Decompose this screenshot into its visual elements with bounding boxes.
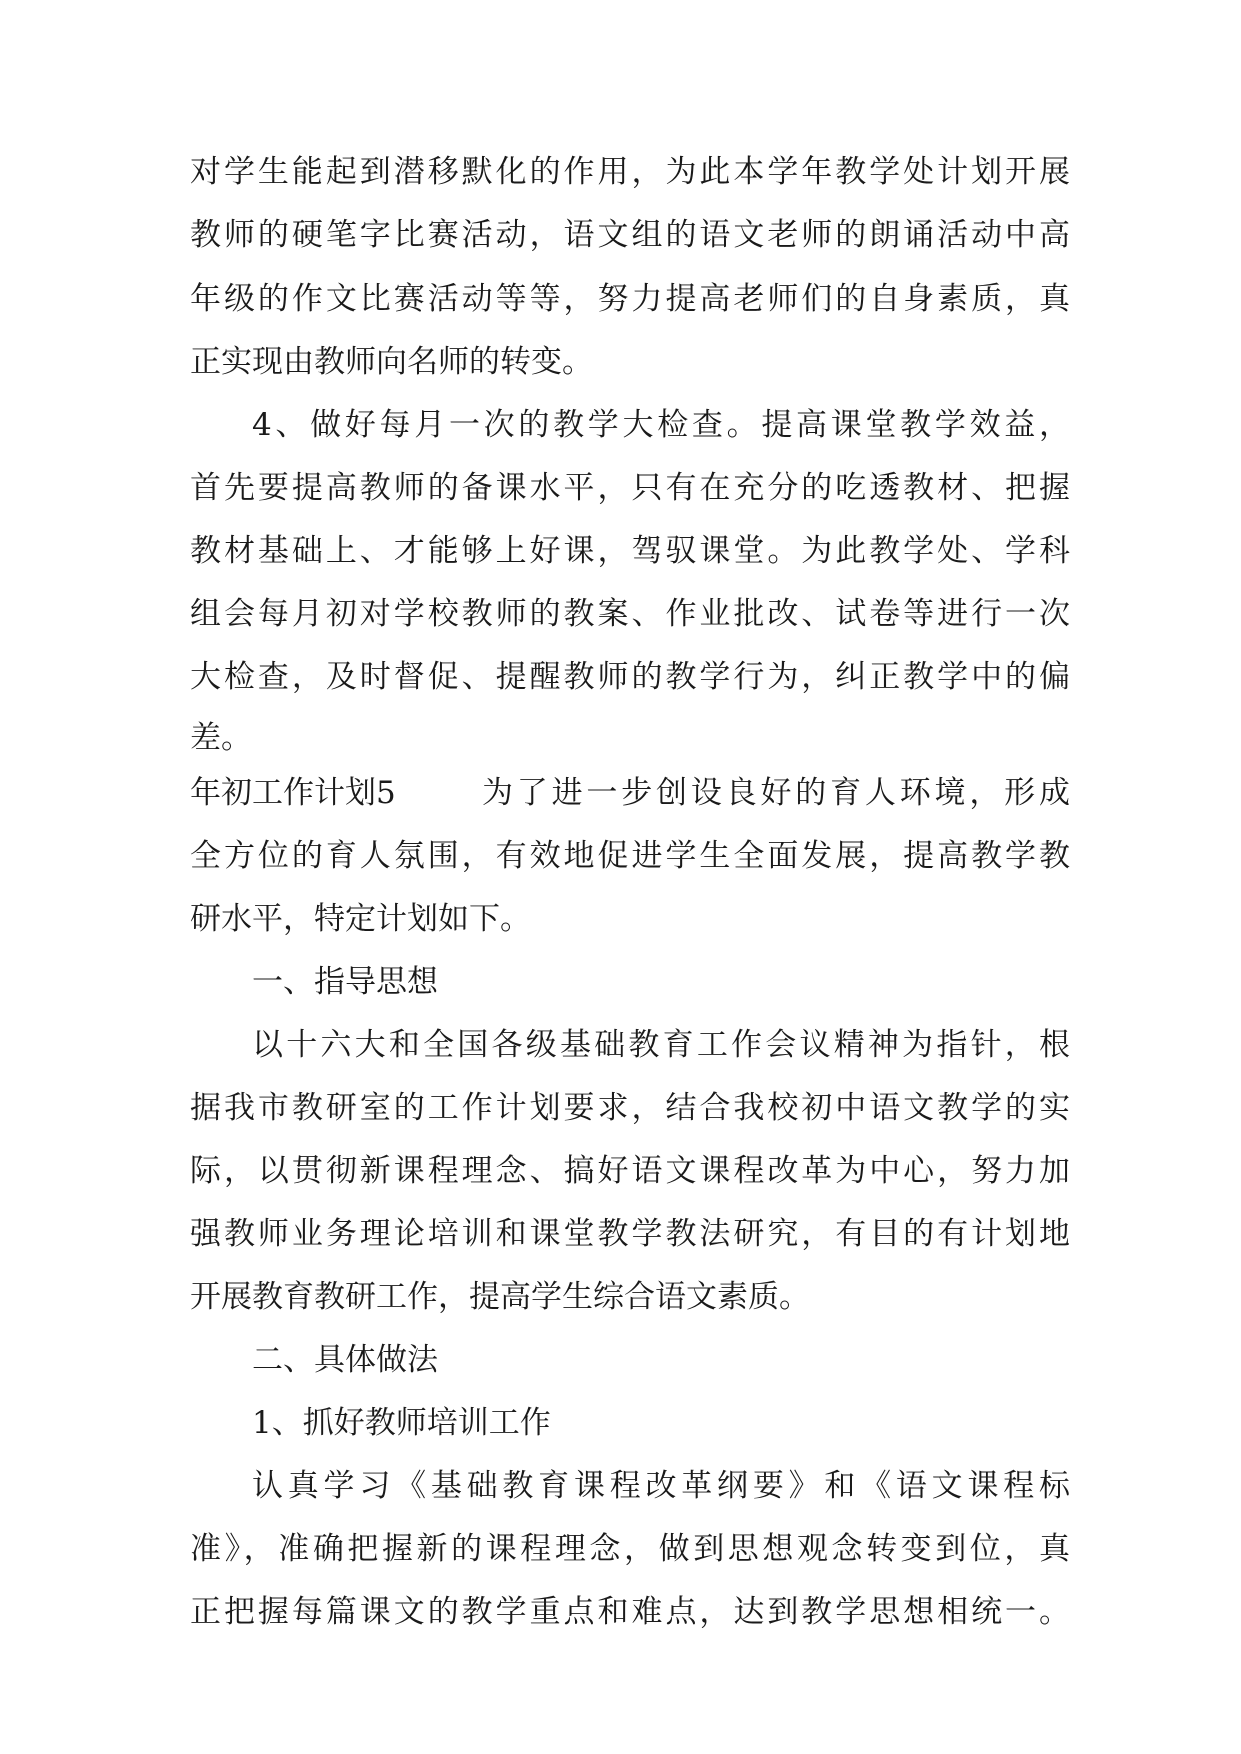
text-line: 正实现由教师向名师的转变。 <box>190 344 593 380</box>
text-line: 为了进一步创设良好的育人环境，形成 <box>482 775 1070 811</box>
section-heading: 一、指导思想 <box>252 964 438 1000</box>
text-line: 研水平，特定计划如下。 <box>190 901 531 937</box>
text-line: 强教师业务理论培训和课堂教学教法研究，有目的有计划地 <box>190 1216 1070 1252</box>
text-line: 准》，准确把握新的课程理念，做到思想观念转变到位，真 <box>190 1531 1070 1567</box>
text-line: 大检查，及时督促、提醒教师的教学行为，纠正教学中的偏 <box>190 659 1070 695</box>
subsection-heading: 1、抓好教师培训工作 <box>252 1405 551 1441</box>
section-heading: 二、具体做法 <box>252 1342 438 1378</box>
text-line: 年级的作文比赛活动等等，努力提高老师们的自身素质，真 <box>190 281 1070 317</box>
text-line: 正把握每篇课文的教学重点和难点，达到教学思想相统一。 <box>190 1594 1070 1630</box>
text-line: 际，以贯彻新课程理念、搞好语文课程改革为中心，努力加 <box>190 1153 1070 1189</box>
text-line: 组会每月初对学校教师的教案、作业批改、试卷等进行一次 <box>190 596 1070 632</box>
text-line: 据我市教研室的工作计划要求，结合我校初中语文教学的实 <box>190 1090 1070 1126</box>
text-line: 教材基础上、才能够上好课，驾驭课堂。为此教学处、学科 <box>190 533 1070 569</box>
text-line: 差。 <box>190 720 252 756</box>
text-line: 教师的硬笔字比赛活动，语文组的语文老师的朗诵活动中高 <box>190 217 1070 253</box>
text-line: 全方位的育人氛围，有效地促进学生全面发展，提高教学教 <box>190 838 1070 874</box>
plan-title: 年初工作计划5 <box>190 775 396 811</box>
text-line: 4、做好每月一次的教学大检查。提高课堂教学效益， <box>252 407 1070 443</box>
text-line: 对学生能起到潜移默化的作用，为此本学年教学处计划开展 <box>190 154 1070 190</box>
text-line: 首先要提高教师的备课水平，只有在充分的吃透教材、把握 <box>190 470 1070 506</box>
text-line: 以十六大和全国各级基础教育工作会议精神为指针，根 <box>252 1027 1070 1063</box>
text-line: 开展教育教研工作，提高学生综合语文素质。 <box>190 1279 810 1315</box>
section-heading-line <box>190 765 1070 821</box>
text-line: 认真学习《基础教育课程改革纲要》和《语文课程标 <box>252 1468 1070 1504</box>
